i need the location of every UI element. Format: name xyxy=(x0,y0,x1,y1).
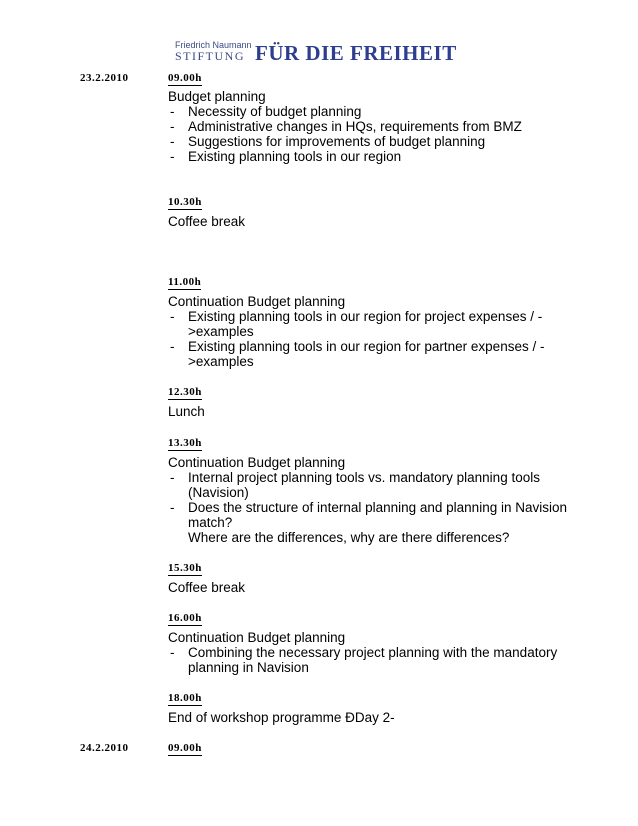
time-0900-day-2: 09.00h xyxy=(168,742,202,754)
logo-line-2: STIFTUNG xyxy=(175,49,246,63)
time-0900: 09.00h xyxy=(168,72,202,84)
session-end-of-workshop xyxy=(168,710,588,725)
logo-foundation-name xyxy=(175,40,255,63)
time-1230: 12.30h xyxy=(168,386,202,398)
date-day-1: 23.2.2010 xyxy=(80,72,129,84)
session-coffee-break xyxy=(168,214,588,229)
logo-tagline: FÜR DIE FREIHEIT xyxy=(255,41,457,65)
list-item: - Existing planning tools in our region for partner expenses / ->examples xyxy=(170,339,545,369)
list-item: - Necessity of budget planning xyxy=(170,104,362,119)
session-continuation-budget xyxy=(168,294,588,369)
date-day-2: 24.2.2010 xyxy=(80,742,129,754)
session-title: Coffee break xyxy=(168,214,246,229)
list-item: - Administrative changes in HQs, requirements from BMZ xyxy=(170,119,522,134)
time-1800: 18.00h xyxy=(168,692,202,704)
session-title: Coffee break xyxy=(168,580,246,595)
list-item-continuation: Where are the differences, why are there differences? xyxy=(188,530,510,545)
session-title: Continuation Budget planning xyxy=(168,630,346,645)
session-budget-planning xyxy=(168,89,588,164)
session-lunch xyxy=(168,404,588,419)
session-title: Continuation Budget planning xyxy=(168,294,346,309)
time-1530: 15.30h xyxy=(168,562,202,574)
session-title: Lunch xyxy=(168,404,205,419)
list-item: - Combining the necessary project planning with the mandatory planning in Navision xyxy=(170,645,558,675)
list-item: - Existing planning tools in our region for project expenses / ->examples xyxy=(170,309,543,339)
logo-line-1: Friedrich Naumann xyxy=(175,40,252,50)
list-item: - Does the structure of internal planning and planning in Navision match? Where are the differences, why are there differences? xyxy=(168,500,588,545)
session-title: End of workshop programme ÐDay 2- xyxy=(168,710,395,725)
time-1600: 16.00h xyxy=(168,612,202,624)
list-item: - Existing planning tools in our region xyxy=(170,149,402,164)
list-item: - Suggestions for improvements of budget planning xyxy=(170,134,486,149)
time-1330: 13.30h xyxy=(168,437,202,449)
time-1100: 11.00h xyxy=(168,276,202,288)
list-item: - Internal project planning tools vs. mandatory planning tools (Navision) xyxy=(170,470,540,500)
session-continuation-budget xyxy=(168,630,588,675)
session-coffee-break xyxy=(168,580,588,595)
time-1030: 10.30h xyxy=(168,196,202,208)
session-title: Continuation Budget planning xyxy=(168,455,346,470)
session-continuation-budget xyxy=(168,455,588,545)
session-title: Budget planning xyxy=(168,89,266,104)
